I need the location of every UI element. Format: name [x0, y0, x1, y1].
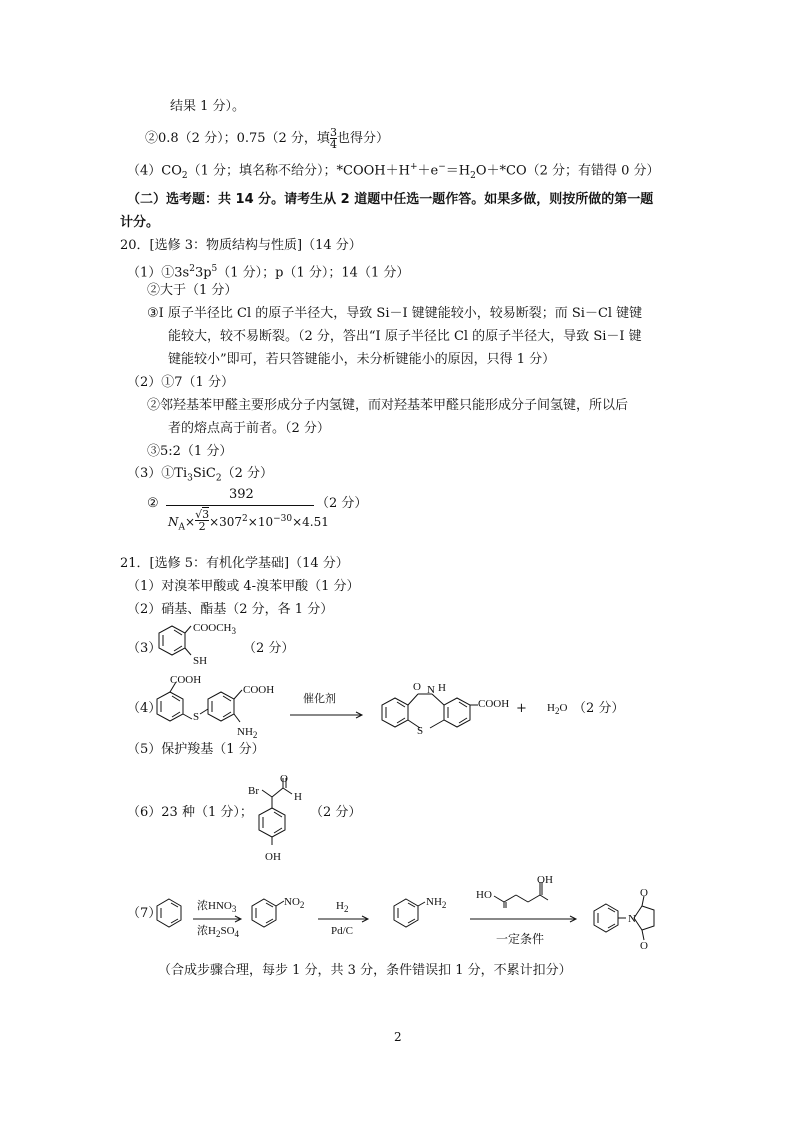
group-label: $COOCH_3$	[193, 622, 237, 637]
fraction-numerator: 392	[229, 487, 254, 502]
reagent-label: Pd/C	[331, 925, 354, 937]
fraction: $\frac{3}{4}$	[329, 126, 337, 151]
group-label: $NH_2$	[237, 726, 258, 741]
group-label: Br	[248, 785, 259, 797]
group-label: COOH	[478, 698, 510, 710]
group-label: H	[438, 682, 446, 694]
text-line: ②0.8（2 分）；0.75（2 分，填 $\frac{3}{4}$ 也得分）	[145, 126, 389, 151]
group-label: O	[413, 681, 421, 693]
text-line: 键能较小”即可，若只答键能小，未分析键能小的原因，只得 1 分）	[168, 352, 556, 367]
fraction-denominator: $N_A\times$ $\frac{√3}{2}$ $\times 307^2\times 10^{-30}\times 4.51$	[168, 508, 329, 533]
group-label: OH	[265, 851, 281, 863]
text-line: （5）保护羧基（1 分）	[127, 742, 265, 757]
text-line: ③5:2（1 分）	[147, 444, 233, 459]
group-label: COOH	[243, 684, 275, 696]
page-number: 2	[394, 1030, 402, 1044]
group-label: HO	[476, 889, 492, 901]
reagent-label: 浓$HNO_3$	[197, 900, 237, 915]
group-label: OH	[537, 874, 553, 886]
text-line: 结果 1 分）。	[170, 99, 246, 114]
reagent-label: 一定条件	[496, 932, 545, 946]
text-line: ③I 原子半径比 Cl 的原子半径大，导致 Si－I 键键能较小，较易断裂；而 Si－Cl 键键	[147, 306, 643, 321]
group-label: O	[640, 940, 648, 952]
reagent-label: $H_2$	[336, 900, 349, 915]
fraction-bar	[166, 505, 314, 506]
text-line: （7）	[127, 906, 162, 921]
group-label: S	[193, 711, 200, 723]
score: （2 分）	[316, 496, 368, 511]
group-label: SH	[193, 655, 208, 667]
text-line: （2）①7（1 分）	[127, 375, 234, 390]
group-label: H	[294, 791, 302, 803]
text-line: 者的熔点高于前者。（2 分）	[168, 421, 330, 436]
text-line: （4）	[127, 701, 162, 716]
text-line: $(4)CO_2(1$ 分；填名称不给分）；$*COOH+H^++e^-=H_2O+*CO(2$ 分；有错得 0 分）	[127, 162, 660, 181]
text-line: ②大于（1 分）	[147, 283, 238, 298]
text-line: $(1)①3s^23p^5(1$ 分）；p（1 分）；14（1 分）	[127, 264, 410, 281]
reaction-arrow	[470, 912, 580, 927]
question-title: 21．[选修 5：有机化学基础]（14 分）	[120, 556, 349, 571]
section-heading: 计分。	[120, 215, 160, 230]
water-label: $H_2O$	[547, 702, 568, 717]
catalyst-label: 催化剂	[303, 693, 336, 705]
text-line: （6）23 种（1 分）；	[127, 805, 253, 820]
group-label: S	[417, 725, 424, 737]
text-line: ②	[147, 496, 159, 511]
section-heading: （二）选考题：共 14 分。请考生从 2 道题中任选一题作答。如果多做，则按所做的第一题	[127, 192, 654, 207]
plus-sign: +	[516, 701, 527, 716]
group-label: N	[427, 684, 435, 696]
text-line: 能较大，较不易断裂。（2 分，答出“I 原子半径比 Cl 的原子半径大，导致 Si－I 键	[168, 329, 642, 344]
text-line: （1）对溴苯甲酸或 4-溴苯甲酸（1 分）	[127, 579, 360, 594]
text-line: （3）	[127, 641, 162, 656]
group-label: COOH	[170, 674, 202, 686]
group-label: O	[640, 887, 648, 899]
sqrt-fraction: $\frac{√3}{2}$	[195, 508, 210, 533]
score: （2 分）	[310, 805, 362, 820]
text-line: （合成步骤合理，每步 1 分，共 3 分，条件错误扣 1 分，不累计扣分）	[158, 963, 572, 978]
score: （2 分）	[573, 701, 625, 716]
reagent-label: 浓$H_2SO_4$	[197, 925, 240, 940]
group-label: $NH_2$	[426, 896, 447, 911]
reaction-arrow	[290, 708, 366, 723]
text-line: $(3)①Ti_3SiC_2(2$ 分）	[127, 466, 273, 484]
group-label: $NO_2$	[284, 896, 305, 911]
question-title: 20．[选修 3：物质结构与性质]（14 分）	[120, 238, 362, 253]
text-line: ②邻羟基苯甲醛主要形成分子内氢键，而对羟基苯甲醛只能形成分子间氢键，所以后	[147, 398, 629, 413]
group-label: O	[280, 773, 288, 785]
text-line: （2）硝基、酯基（2 分，各 1 分）	[127, 602, 334, 617]
group-label: N	[628, 913, 636, 925]
benzene-structure	[155, 897, 185, 933]
score: （2 分）	[243, 641, 295, 656]
